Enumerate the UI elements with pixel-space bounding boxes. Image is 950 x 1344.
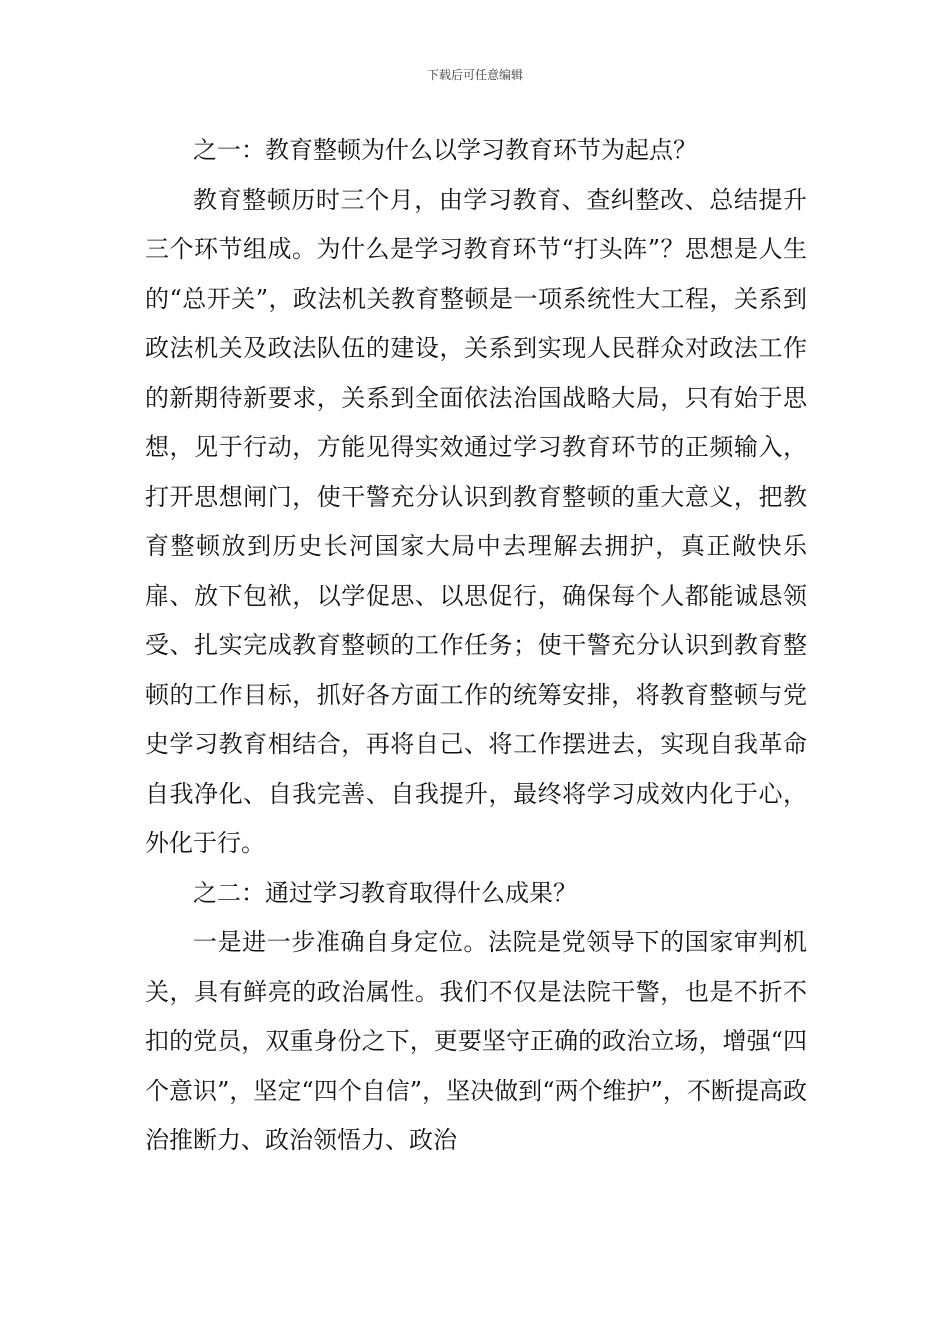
section-heading-2: 之二：通过学习教育取得什么成果？ xyxy=(193,878,577,907)
header-note: 下载后可任意编辑 xyxy=(426,68,523,82)
body-paragraph-2: 一是进一步准确自身定位。法院是党领导下的国家审判机关，具有鲜亮的政治属性。我们不仅是法院干警，也是不折不扣的党员，双重身份之下，更要坚守正确的政治立场，增强“四个意识”，坚定“四个自信”，坚决做到“两个维护”，不断提高政治推断力、政治领悟力、政治 xyxy=(145,928,807,1154)
document-body xyxy=(145,126,807,1166)
body-paragraph-1: 教育整顿历时三个月，由学习教育、查纠整改、总结提升三个环节组成。为什么是学习教育环节“打头阵”？思想是人生的“总开关”，政法机关教育整顿是一项系统性大工程，关系到政法机关及政法队伍的建设，关系到实现人民群众对政法工作的新期待新要求，关系到全面依法治国战略大局，只有始于思想，见于行动，方能见得实效通过学习教育环节的正频输入，打开思想闸门，使干警充分认识到教育整顿的重大意义，把教育整顿放到历史长河国家大局中去理解去拥护，真正敞快乐扉、放下包袱，以学促思、以思促行，确保每个人都能诚恳领受、扎实完成教育整顿的工作任务；使干警充分认识到教育整顿的工作目标，抓好各方面工作的统筹安排，将教育整顿与党史学习教育相结合，再将自己、将工作摆进去，实现自我革命自我净化、自我完善、自我提升，最终将学习成效内化于心，外化于行。 xyxy=(145,185,807,857)
section-heading-1: 之一：教育整顿为什么以学习教育环节为起点？ xyxy=(193,136,697,164)
